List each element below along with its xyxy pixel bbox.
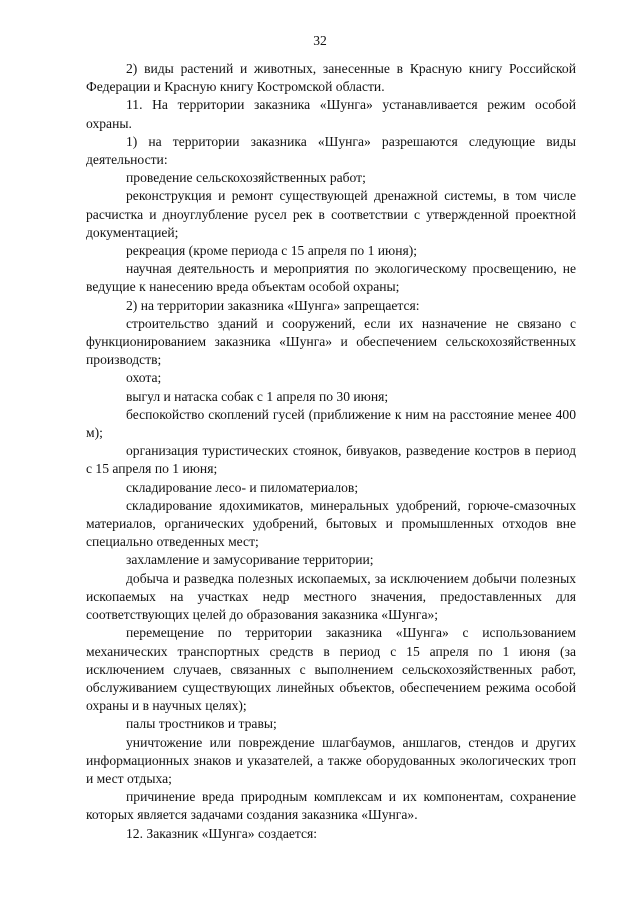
paragraph: рекреация (кроме периода с 15 апреля по 1 июня); xyxy=(126,243,418,259)
paragraph: беспокойство скоплений гусей (приближение к ним на расстояние менее 400 м); xyxy=(86,406,576,441)
paragraph: захламление и замусоривание территории; xyxy=(126,552,374,568)
paragraph: 1) на территории заказника «Шунга» разрешаются следующие виды деятельности: xyxy=(86,133,576,168)
paragraph: складирование лесо- и пиломатериалов; xyxy=(126,479,359,495)
paragraph: научная деятельность и мероприятия по экологическому просвещению, не ведущие к нанесению вреда объектам особой охраны; xyxy=(86,261,576,295)
paragraph: палы тростников и травы; xyxy=(126,716,277,732)
paragraph: уничтожение или повреждение шлагбаумов, аншлагов, стендов и других информационных знаков и указателей, а также оборудованных экологических троп и мест отдыха; xyxy=(86,734,576,786)
paragraph: выгул и натаска собак с 1 апреля по 30 июня; xyxy=(126,388,389,404)
paragraph: проведение сельскохозяйственных работ; xyxy=(126,170,366,186)
document-body xyxy=(86,60,576,843)
paragraph: складирование ядохимикатов, минеральных удобрений, горюче-смазочных материалов, органических удобрений, бытовых и промышленных отходов вне специально отведенных мест; xyxy=(86,497,576,550)
paragraph: охота; xyxy=(126,370,162,386)
paragraph: организация туристических стоянок, бивуаков, разведение костров в период с 15 апреля по 1 июня; xyxy=(86,443,576,477)
paragraph: 12. Заказник «Шунга» создается: xyxy=(126,825,318,841)
paragraph: причинение вреда природным комплексам и их компонентам, сохранение которых является задачами создания заказника «Шунга». xyxy=(86,789,576,823)
paragraph: 2) виды растений и животных, занесенные в Красную книгу Российской Федерации и Красную книгу Костромской области. xyxy=(86,61,576,95)
paragraph: 11. На территории заказника «Шунга» устанавливается режим особой охраны. xyxy=(86,97,576,131)
paragraph: 2) на территории заказника «Шунга» запрещается: xyxy=(126,297,420,313)
paragraph: строительство зданий и сооружений, если их назначение не связано с функционированием заказника «Шунга» и обеспечением сельскохозяйственных производств; xyxy=(86,315,576,368)
paragraph: добыча и разведка полезных ископаемых, за исключением добычи полезных ископаемых на участках недр местного значения, предоставленных для соответствующих целей до образования заказника «Шунга»; xyxy=(86,570,576,623)
paragraph: перемещение по территории заказника «Шунга» с использованием механических транспортных средств в период с 15 апреля по 1 июня (за исключением случаев, связанных с выполнением сельскохозяйственных работ, обслуживанием существующих линейных объектов, обеспечением режима особой охраны и в научных целях); xyxy=(86,625,576,714)
page-number: 32 xyxy=(313,33,327,48)
paragraph: реконструкция и ремонт существующей дренажной системы, в том числе расчистка и дноуглубление русел рек в соответствии с утвержденной проектной документацией; xyxy=(86,188,576,240)
